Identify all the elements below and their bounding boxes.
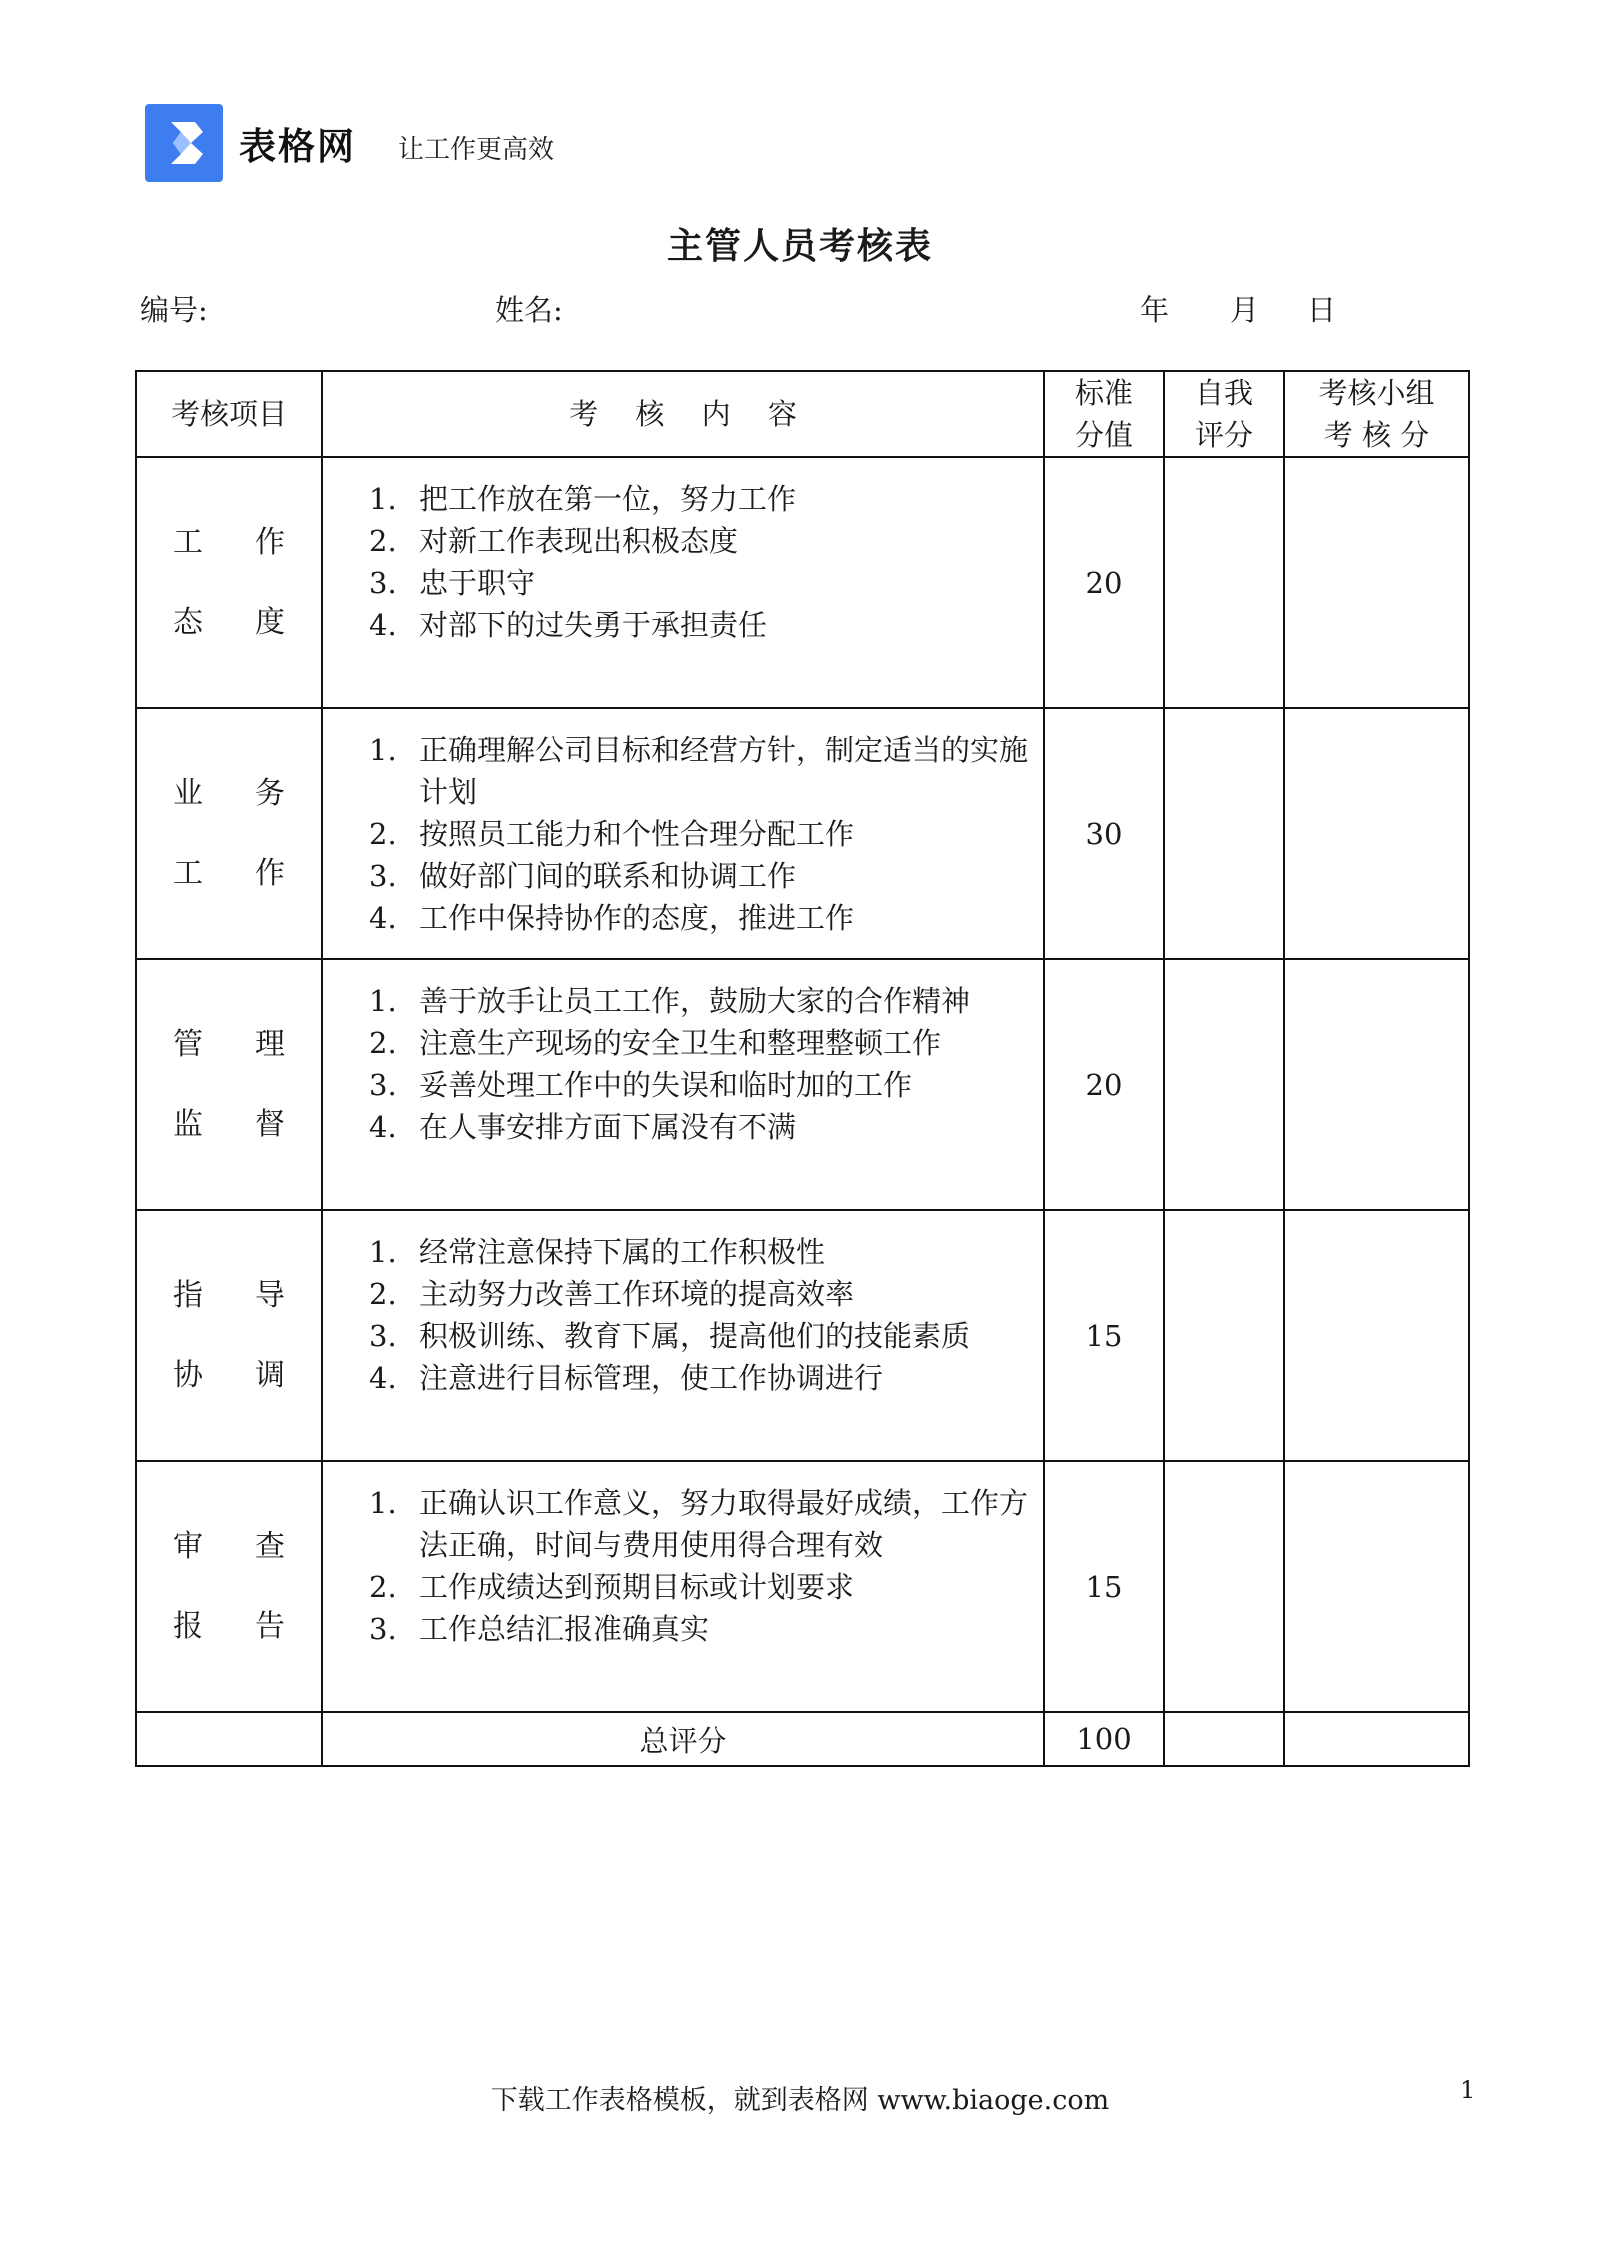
- category-char: 态: [173, 604, 203, 640]
- table-row: [136, 457, 1469, 708]
- footer-text: 下载工作表格模板，就到表格网 www.biaoge.com: [490, 2085, 1110, 2116]
- list-item: 2. 对新工作表现出积极态度: [369, 524, 739, 558]
- group-score-cell[interactable]: [1284, 1210, 1469, 1461]
- category-char: 协: [173, 1357, 203, 1393]
- day-label: 日: [1307, 293, 1337, 327]
- logo-mark-icon: [145, 104, 223, 182]
- brand-tagline: 让工作更高效: [398, 134, 555, 165]
- document-title: 主管人员考核表: [666, 226, 933, 267]
- month-label: 月: [1230, 293, 1260, 327]
- category-char: 理: [255, 1026, 285, 1062]
- table-row: [136, 708, 1469, 959]
- total-row: [136, 1712, 1469, 1766]
- name-label: 姓名:: [495, 293, 563, 327]
- header-standard-line2: 分值: [1074, 418, 1133, 452]
- content-cell: [322, 457, 1044, 708]
- list-item: 4. 工作中保持协作的态度，推进工作: [369, 901, 855, 935]
- category-char: 审: [173, 1528, 203, 1564]
- category-char: 作: [255, 855, 285, 891]
- category-char: 务: [255, 775, 285, 811]
- page-number: 1: [1460, 2076, 1476, 2104]
- standard-score: 20: [1044, 457, 1164, 708]
- self-score-cell[interactable]: [1164, 1210, 1284, 1461]
- content-cell: [322, 1461, 1044, 1712]
- list-item: 4. 注意进行目标管理，使工作协调进行: [369, 1361, 884, 1395]
- category-cell: [136, 708, 322, 959]
- header-self-line2: 评分: [1194, 418, 1253, 452]
- category-char: 管: [173, 1026, 203, 1062]
- total-self-cell[interactable]: [1164, 1712, 1284, 1766]
- table-row: [136, 959, 1469, 1210]
- total-group-cell[interactable]: [1284, 1712, 1469, 1766]
- header-group-line2: 考 核 分: [1323, 418, 1430, 452]
- header-self: [1164, 371, 1284, 457]
- category-char: 作: [255, 524, 285, 560]
- brand-name: 表格网: [239, 125, 356, 168]
- header-standard-line1: 标准: [1074, 376, 1133, 410]
- group-score-cell[interactable]: [1284, 708, 1469, 959]
- list-item: 2. 主动努力改善工作环境的提高效率: [369, 1277, 855, 1311]
- list-item: 4. 在人事安排方面下属没有不满: [369, 1110, 797, 1144]
- standard-score: 15: [1044, 1210, 1164, 1461]
- list-item: 1. 善于放手让员工工作，鼓励大家的合作精神: [369, 984, 971, 1018]
- standard-score: 15: [1044, 1461, 1164, 1712]
- year-label: 年: [1140, 293, 1170, 327]
- table-row: [136, 1210, 1469, 1461]
- list-item: 3. 忠于职守: [369, 566, 536, 600]
- logo-icon: [145, 104, 223, 182]
- category-char: 指: [173, 1277, 203, 1313]
- list-item: 1. 把工作放在第一位，努力工作: [369, 482, 797, 516]
- group-score-cell[interactable]: [1284, 457, 1469, 708]
- category-char: 导: [255, 1277, 285, 1313]
- category-char: 调: [255, 1357, 285, 1393]
- list-item: 3. 妥善处理工作中的失误和临时加的工作: [369, 1068, 913, 1102]
- category-char: 督: [255, 1106, 285, 1142]
- list-item: 2. 按照员工能力和个性合理分配工作: [369, 817, 855, 851]
- list-item: 1. 经常注意保持下属的工作积极性: [369, 1235, 826, 1269]
- category-char: 告: [255, 1608, 285, 1644]
- header-group-line1: 考核小组: [1318, 376, 1435, 410]
- content-cell: [322, 708, 1044, 959]
- list-item: 4. 对部下的过失勇于承担责任: [369, 608, 768, 642]
- header-group: [1284, 371, 1469, 457]
- number-label: 编号:: [140, 293, 208, 327]
- content-cell: [322, 1210, 1044, 1461]
- total-label: 总评分: [322, 1712, 1044, 1766]
- header-item: 考核项目: [136, 371, 322, 457]
- total-empty-cell: [136, 1712, 322, 1766]
- list-item: 1. 正确认识工作意义，努力取得最好成绩，工作方法正确，时间与费用使用得合理有效: [369, 1486, 1029, 1562]
- group-score-cell[interactable]: [1284, 1461, 1469, 1712]
- self-score-cell[interactable]: [1164, 959, 1284, 1210]
- list-item: 3. 积极训练、教育下属，提高他们的技能素质: [369, 1319, 971, 1353]
- category-char: 查: [255, 1528, 285, 1564]
- list-item: 1. 正确理解公司目标和经营方针，制定适当的实施计划: [369, 733, 1029, 809]
- header-standard: [1044, 371, 1164, 457]
- list-item: 3. 做好部门间的联系和协调工作: [369, 859, 797, 893]
- standard-score: 30: [1044, 708, 1164, 959]
- category-char: 工: [173, 524, 203, 560]
- category-char: 度: [255, 604, 285, 640]
- category-char: 监: [173, 1106, 203, 1142]
- total-score: 100: [1044, 1712, 1164, 1766]
- table-row: [136, 1461, 1469, 1712]
- category-cell: [136, 1461, 322, 1712]
- header-self-line1: 自我: [1194, 376, 1253, 410]
- category-char: 工: [173, 855, 203, 891]
- category-cell: [136, 1210, 322, 1461]
- standard-score: 20: [1044, 959, 1164, 1210]
- group-score-cell[interactable]: [1284, 959, 1469, 1210]
- header-content: [322, 371, 1044, 457]
- list-item: 2. 工作成绩达到预期目标或计划要求: [369, 1570, 855, 1604]
- category-cell: [136, 959, 322, 1210]
- content-cell: [322, 959, 1044, 1210]
- list-item: 3. 工作总结汇报准确真实: [369, 1612, 710, 1646]
- table-header-row: [136, 371, 1469, 457]
- list-item: 2. 注意生产现场的安全卫生和整理整顿工作: [369, 1026, 942, 1060]
- page-header: [145, 103, 554, 183]
- self-score-cell[interactable]: [1164, 708, 1284, 959]
- header-content-label: 考 核 内 容: [569, 397, 811, 431]
- category-char: 报: [173, 1608, 203, 1644]
- evaluation-table: [135, 370, 1470, 1767]
- self-score-cell[interactable]: [1164, 457, 1284, 708]
- self-score-cell[interactable]: [1164, 1461, 1284, 1712]
- category-cell: [136, 457, 322, 708]
- category-char: 业: [173, 775, 203, 811]
